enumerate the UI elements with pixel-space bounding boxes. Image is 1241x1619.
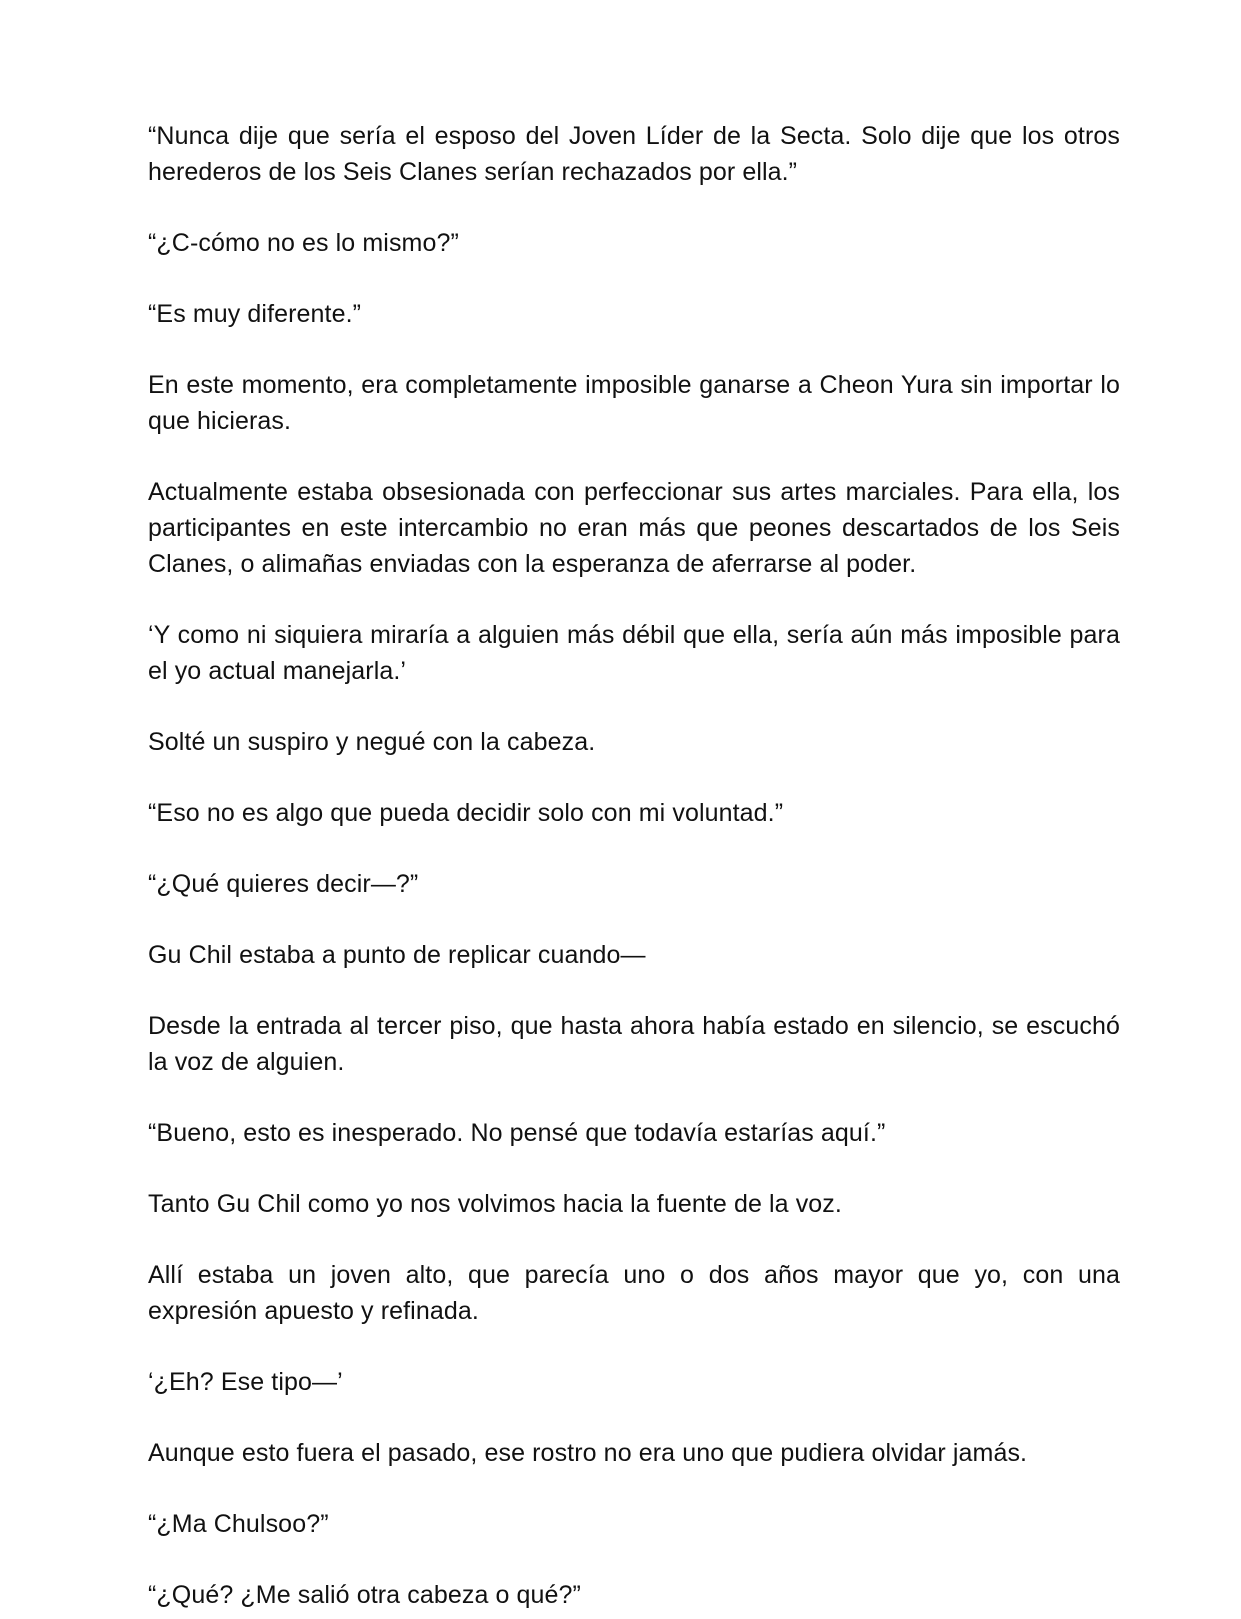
paragraph: “¿Qué? ¿Me salió otra cabeza o qué?”: [148, 1581, 581, 1609]
paragraph: “Es muy diferente.”: [148, 300, 362, 328]
body-text: [148, 118, 1120, 1613]
paragraph: ‘Y como ni siquiera miraría a alguien más débil que ella, sería aún más imposible para el yo actual manejarla.’: [148, 621, 1120, 685]
paragraph: Gu Chil estaba a punto de replicar cuando—: [148, 941, 646, 969]
paragraph: Actualmente estaba obsesionada con perfeccionar sus artes marciales. Para ella, los participantes en este intercambio no eran más que peones descartados de los Seis Clanes, o alimañas enviadas con la esperanza de aferrarse al poder.: [148, 478, 1120, 578]
paragraph: Tanto Gu Chil como yo nos volvimos hacia la fuente de la voz.: [148, 1190, 842, 1218]
paragraph: “Nunca dije que sería el esposo del Joven Líder de la Secta. Solo dije que los otros herederos de los Seis Clanes serían rechazados por ella.”: [148, 122, 1120, 186]
paragraph: Desde la entrada al tercer piso, que hasta ahora había estado en silencio, se escuchó la voz de alguien.: [148, 1012, 1120, 1076]
paragraph: ‘¿Eh? Ese tipo—’: [148, 1368, 343, 1396]
paragraph: “¿C-cómo no es lo mismo?”: [148, 229, 459, 257]
paragraph: Solté un suspiro y negué con la cabeza.: [148, 728, 596, 756]
paragraph: En este momento, era completamente imposible ganarse a Cheon Yura sin importar lo que hicieras.: [148, 371, 1120, 435]
paragraph: “Bueno, esto es inesperado. No pensé que todavía estarías aquí.”: [148, 1119, 886, 1147]
paragraph: Allí estaba un joven alto, que parecía uno o dos años mayor que yo, con una expresión apuesto y refinada.: [148, 1261, 1120, 1325]
paragraph: “¿Ma Chulsoo?”: [148, 1510, 329, 1538]
paragraph: “¿Qué quieres decir—?”: [148, 870, 419, 898]
paragraph: Aunque esto fuera el pasado, ese rostro no era uno que pudiera olvidar jamás.: [148, 1439, 1028, 1467]
paragraph: “Eso no es algo que pueda decidir solo con mi voluntad.”: [148, 799, 784, 827]
